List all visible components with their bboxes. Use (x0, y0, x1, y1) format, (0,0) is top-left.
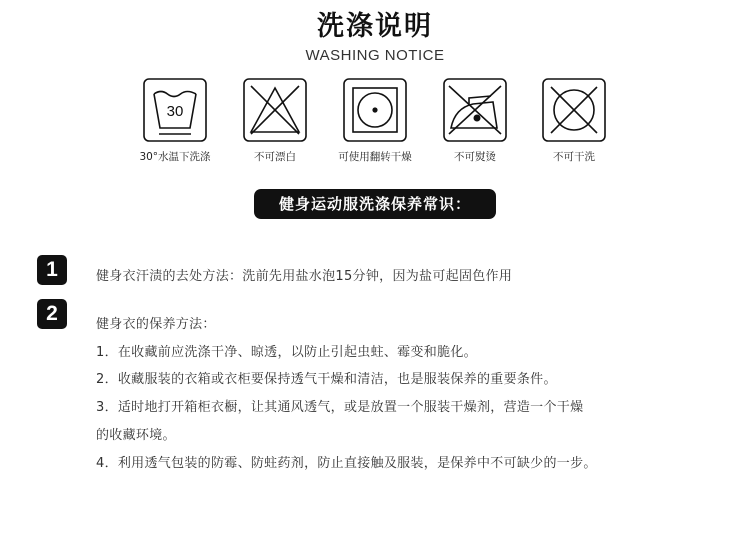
section-number-badge: 2 (37, 299, 67, 329)
icon-label-wash: 30°水温下洗涤 (139, 151, 211, 163)
care-item: 3．适时地打开箱柜衣橱，让其通风透气，或是放置一个服装干燥剂，营造一个干燥 (96, 400, 584, 415)
banner-text: 健身运动服洗涤保养常识： (278, 195, 471, 213)
section-1-text: 健身衣汗渍的去处方法：洗前先用盐水泡15分钟，因为盐可起固色作用 (96, 269, 513, 284)
icon-label-iron: 不可熨烫 (454, 151, 496, 163)
care-icon-dryclean (524, 78, 624, 164)
wash-temperature: 30 (166, 103, 184, 120)
care-icon-wash (125, 78, 225, 164)
icon-label-dryclean: 不可干洗 (553, 151, 595, 163)
care-icon-iron (425, 78, 525, 164)
care-icon-bleach (225, 78, 325, 164)
tumble-dry-icon (343, 78, 407, 142)
icon-label-bleach: 不可漂白 (254, 151, 296, 163)
section-number-badge: 1 (37, 255, 67, 285)
icon-label-tumble: 可使用翻转干燥 (338, 151, 412, 163)
care-item-continuation: 的收藏环境。 (96, 428, 176, 443)
care-item: 2．收藏服装的衣箱或衣柜要保持透气干燥和清洁，也是服装保养的重要条件。 (96, 372, 557, 387)
page-subtitle: WASHING NOTICE (305, 47, 445, 64)
wash-30-icon (143, 78, 207, 142)
no-dry-clean-icon (542, 78, 606, 142)
care-icon-tumble (325, 78, 425, 164)
no-iron-icon (443, 78, 507, 142)
section-2-text: 健身衣的保养方法： (96, 317, 216, 332)
page-title: 洗涤说明 (317, 11, 433, 42)
care-item: 4．利用透气包装的防霉、防蛀药剂，防止直接触及服装，是保养中不可缺少的一步。 (96, 456, 597, 471)
no-bleach-icon (243, 78, 307, 142)
care-item: 1．在收藏前应洗涤干净、晾透，以防止引起虫蛀、霉变和脆化。 (96, 345, 477, 360)
care-tips-banner (254, 189, 496, 219)
